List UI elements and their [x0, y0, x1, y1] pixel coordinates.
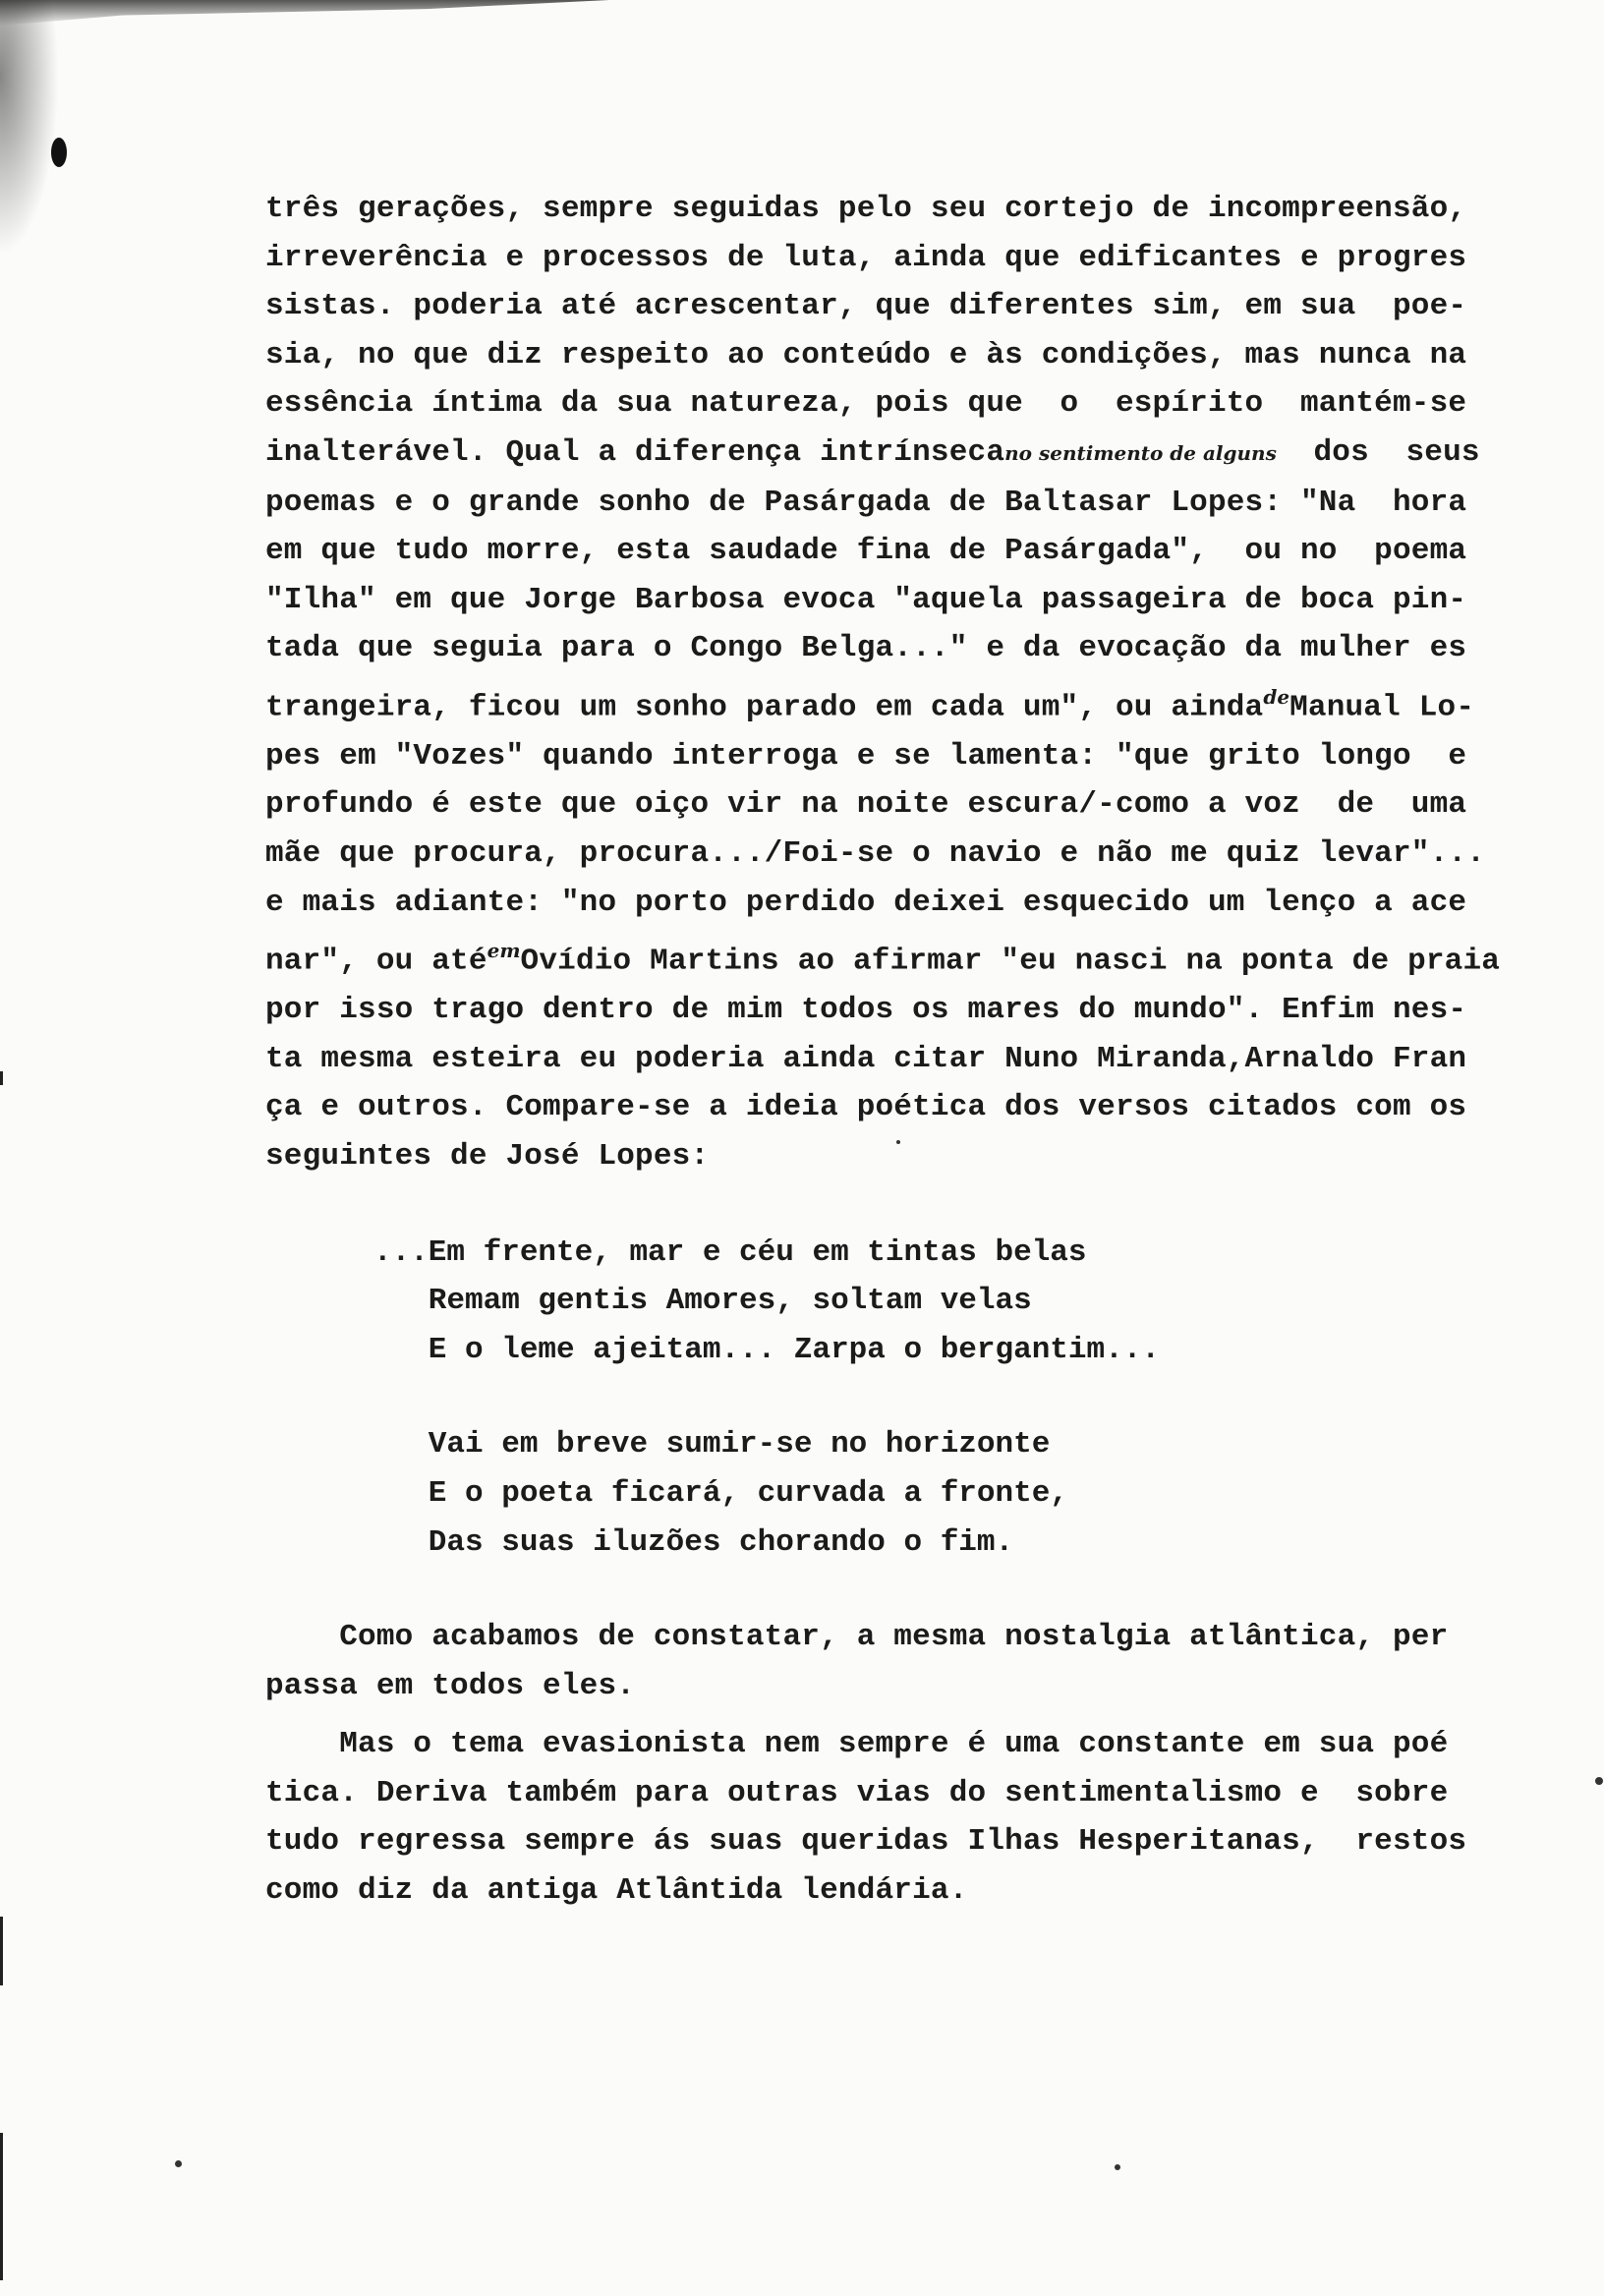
text-line: Mas o tema evasionista nem sempre é uma constante em sua poé [265, 1727, 1449, 1762]
poem-verse: E o poeta ficará, curvada a fronte, [373, 1475, 1068, 1511]
poem-verse: Das suas iluzões chorando o fim. [373, 1524, 1014, 1560]
text-line: passa em todos eles. [265, 1668, 636, 1703]
paragraph-1 [265, 185, 1582, 1181]
edge-mark [0, 1917, 3, 1985]
poem-verse: E o leme ajeitam... Zarpa o bergantim... [373, 1332, 1160, 1367]
text-line-tail: dos seus [1276, 434, 1480, 470]
scan-shadow-top [0, 0, 609, 26]
text-line-tail: Manual Lo- [1289, 690, 1475, 725]
text-line: tada que seguia para o Congo Belga..." e da evocação da mulher es [265, 631, 1467, 666]
text-line-tail: Ovídio Martins ao afirmar "eu nasci na ponta de praia [520, 944, 1501, 979]
scan-speck [1595, 1777, 1603, 1785]
poem-verse: ...Em frente, mar e céu em tintas belas [373, 1234, 1087, 1270]
text-line [265, 927, 1582, 986]
poem-stanza [373, 1229, 1582, 1375]
paragraph-2 [265, 1613, 1582, 1710]
text-line: ta mesma esteira eu poderia ainda citar Nuno Miranda,Arnaldo Fran [265, 1041, 1467, 1076]
text-line: pes em "Vozes" quando interroga e se lamenta: "que grito longo e [265, 738, 1467, 774]
text-line: sia, no que diz respeito ao conteúdo e às condições, mas nunca na [265, 337, 1467, 373]
poem-verse: Remam gentis Amores, soltam velas [373, 1284, 1032, 1319]
text-line: tudo regressa sempre ás suas queridas Ilhas Hesperitanas, restos [265, 1824, 1467, 1860]
edge-mark [0, 2133, 3, 2280]
poem-quotation [373, 1229, 1582, 1568]
text-line: sistas. poderia até acrescentar, que diferentes sim, em sua poe- [265, 289, 1467, 324]
handwritten-insertion: em [487, 939, 521, 963]
poem-verse: Vai em breve sumir-se no horizonte [373, 1427, 1051, 1463]
scan-shadow-left [0, 0, 59, 256]
typed-page [265, 185, 1582, 1916]
paragraph-3 [265, 1720, 1582, 1915]
scan-speck [1115, 2164, 1120, 2170]
edge-mark [0, 1071, 3, 1085]
text-line: ça e outros. Compare-se a ideia poética dos versos citados com os [265, 1090, 1467, 1125]
text-line: como diz da antiga Atlântida lendária. [265, 1873, 968, 1909]
text-line: profundo é este que oiço vir na noite escura/-como a voz de uma [265, 787, 1467, 823]
text-line: três gerações, sempre seguidas pelo seu cortejo de incompreensão, [265, 192, 1467, 226]
text-line: seguintes de José Lopes: [265, 1138, 710, 1174]
text-line: mãe que procura, procura.../Foi-se o navio e não me quiz levar"... [265, 836, 1485, 872]
text-line-body: trangeira, ficou um sonho parado em cada um", ou ainda [265, 690, 1264, 725]
text-line: por isso trago dentro de mim todos os mares do mundo". Enfim nes- [265, 993, 1467, 1028]
punch-hole [51, 138, 67, 167]
poem-stanza [373, 1420, 1582, 1567]
text-line [265, 673, 1582, 732]
text-line: "Ilha" em que Jorge Barbosa evoca "aquela passageira de boca pin- [265, 582, 1467, 617]
text-line: em que tudo morre, esta saudade fina de Pasárgada", ou no poema [265, 534, 1467, 569]
text-line: e mais adiante: "no porto perdido deixei esquecido um lenço a ace [265, 885, 1467, 920]
text-line: essência íntima da sua natureza, pois que o espírito mantém-se [265, 386, 1467, 422]
text-line [265, 429, 1582, 479]
scan-speck [175, 2160, 182, 2167]
text-line [265, 234, 1582, 283]
text-line-body: inalterável. Qual a diferença intrínseca [265, 434, 1005, 470]
text-line: tica. Deriva também para outras vias do sentimentalismo e sobre [265, 1775, 1449, 1810]
text-line-body: irreverência e processos de luta, ainda que edificantes e progres [265, 240, 1467, 275]
handwritten-insertion: de [1263, 684, 1290, 709]
handwritten-insertion: no sentimento de alguns [1004, 440, 1277, 465]
text-line: poemas e o grande sonho de Pasárgada de Baltasar Lopes: "Na hora [265, 485, 1467, 520]
text-line-body: nar", ou até [265, 944, 487, 979]
text-line: Como acabamos de constatar, a mesma nostalgia atlântica, per [265, 1620, 1449, 1655]
